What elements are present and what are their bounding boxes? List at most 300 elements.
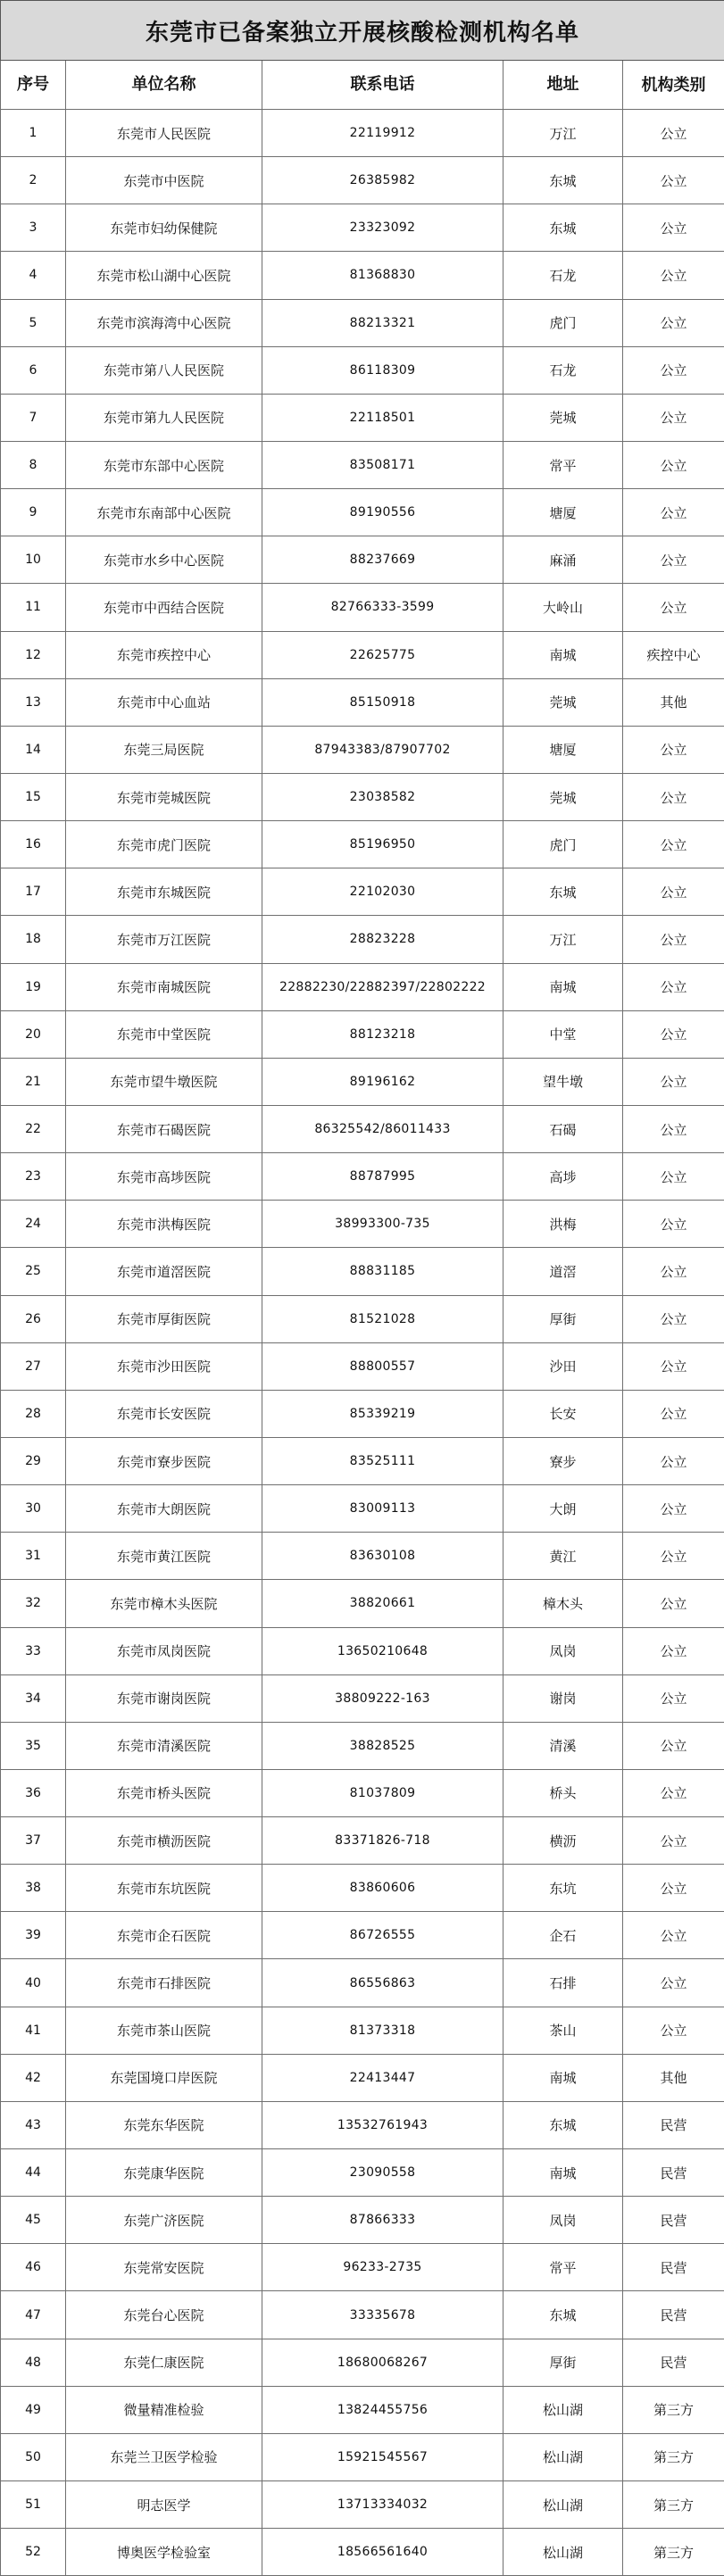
cell-address: 南城 (503, 631, 623, 678)
cell-address: 东城 (503, 2101, 623, 2148)
cell-phone: 23323092 (262, 204, 503, 252)
cell-phone: 15921545567 (262, 2433, 503, 2480)
cell-category: 公立 (623, 110, 724, 157)
cell-no: 39 (1, 1912, 66, 1959)
cell-address: 厚街 (503, 1295, 623, 1342)
cell-no: 27 (1, 1342, 66, 1390)
cell-no: 35 (1, 1722, 66, 1769)
cell-phone: 22413447 (262, 2054, 503, 2101)
cell-category: 第三方 (623, 2433, 724, 2480)
cell-no: 28 (1, 1390, 66, 1437)
cell-address: 寮步 (503, 1437, 623, 1484)
header-row (1, 61, 724, 110)
cell-phone: 18680068267 (262, 2339, 503, 2386)
cell-no: 30 (1, 1485, 66, 1533)
table-row (1, 1959, 724, 2007)
cell-name: 东莞市松山湖中心医院 (66, 252, 262, 299)
cell-phone: 87943383/87907702 (262, 726, 503, 773)
cell-no: 34 (1, 1674, 66, 1722)
cell-phone: 86118309 (262, 346, 503, 394)
cell-name: 东莞市企石医院 (66, 1912, 262, 1959)
cell-name: 东莞市中医院 (66, 157, 262, 204)
header-phone: 联系电话 (262, 61, 503, 110)
table-row (1, 773, 724, 820)
cell-phone: 96233-2735 (262, 2244, 503, 2291)
cell-phone: 82766333-3599 (262, 584, 503, 631)
cell-phone: 88787995 (262, 1153, 503, 1201)
cell-no: 29 (1, 1437, 66, 1484)
cell-phone: 81368830 (262, 252, 503, 299)
cell-address: 虎门 (503, 821, 623, 868)
cell-name: 东莞市虎门医院 (66, 821, 262, 868)
cell-name: 东莞市横沥医院 (66, 1817, 262, 1865)
cell-phone: 13650210648 (262, 1627, 503, 1674)
cell-no: 47 (1, 2291, 66, 2339)
table-row (1, 868, 724, 916)
header-category: 机构类别 (623, 61, 724, 110)
cell-phone: 83525111 (262, 1437, 503, 1484)
cell-no: 43 (1, 2101, 66, 2148)
cell-name: 东莞广济医院 (66, 2197, 262, 2244)
cell-phone: 13532761943 (262, 2101, 503, 2148)
cell-no: 36 (1, 1769, 66, 1816)
cell-no: 40 (1, 1959, 66, 2007)
table-row (1, 2481, 724, 2529)
table-row (1, 1342, 724, 1390)
cell-address: 麻涌 (503, 536, 623, 584)
cell-name: 东莞市寮步医院 (66, 1437, 262, 1484)
cell-category: 公立 (623, 299, 724, 346)
cell-category: 第三方 (623, 2386, 724, 2433)
cell-no: 48 (1, 2339, 66, 2386)
header-address: 地址 (503, 61, 623, 110)
cell-name: 东莞市茶山医院 (66, 2007, 262, 2054)
cell-name: 东莞市东部中心医院 (66, 441, 262, 488)
cell-address: 高埗 (503, 1153, 623, 1201)
cell-no: 20 (1, 1010, 66, 1058)
table-row (1, 1058, 724, 1105)
cell-address: 松山湖 (503, 2481, 623, 2529)
cell-category: 第三方 (623, 2529, 724, 2576)
cell-no: 16 (1, 821, 66, 868)
cell-phone: 22118501 (262, 394, 503, 441)
cell-name: 东莞市凤岗医院 (66, 1627, 262, 1674)
cell-no: 7 (1, 394, 66, 441)
cell-address: 东城 (503, 2291, 623, 2339)
cell-address: 望牛墩 (503, 1058, 623, 1105)
cell-category: 公立 (623, 1295, 724, 1342)
cell-no: 22 (1, 1105, 66, 1152)
cell-no: 24 (1, 1201, 66, 1248)
cell-category: 公立 (623, 536, 724, 584)
cell-category: 民营 (623, 2149, 724, 2197)
cell-no: 42 (1, 2054, 66, 2101)
cell-phone: 88123218 (262, 1010, 503, 1058)
cell-name: 东莞市桥头医院 (66, 1769, 262, 1816)
cell-category: 公立 (623, 1627, 724, 1674)
cell-no: 50 (1, 2433, 66, 2480)
cell-category: 公立 (623, 868, 724, 916)
cell-address: 松山湖 (503, 2529, 623, 2576)
cell-name: 东莞市莞城医院 (66, 773, 262, 820)
cell-phone: 88213321 (262, 299, 503, 346)
cell-phone: 83630108 (262, 1533, 503, 1580)
cell-no: 2 (1, 157, 66, 204)
cell-category: 公立 (623, 1485, 724, 1533)
cell-no: 51 (1, 2481, 66, 2529)
cell-name: 东莞仁康医院 (66, 2339, 262, 2386)
cell-name: 东莞市东南部中心医院 (66, 489, 262, 536)
cell-phone: 81373318 (262, 2007, 503, 2054)
table-row (1, 1865, 724, 1912)
cell-no: 52 (1, 2529, 66, 2576)
cell-address: 东城 (503, 157, 623, 204)
cell-phone: 22119912 (262, 110, 503, 157)
cell-no: 41 (1, 2007, 66, 2054)
cell-no: 6 (1, 346, 66, 394)
cell-category: 民营 (623, 2101, 724, 2148)
table-row (1, 726, 724, 773)
cell-address: 凤岗 (503, 1627, 623, 1674)
cell-address: 长安 (503, 1390, 623, 1437)
cell-category: 公立 (623, 1580, 724, 1627)
table-row (1, 252, 724, 299)
table-row (1, 1627, 724, 1674)
cell-address: 莞城 (503, 773, 623, 820)
cell-phone: 22882230/22882397/22802222 (262, 963, 503, 1010)
cell-category: 公立 (623, 1342, 724, 1390)
cell-phone: 85150918 (262, 678, 503, 726)
table-row (1, 441, 724, 488)
cell-category: 公立 (623, 441, 724, 488)
cell-phone: 89196162 (262, 1058, 503, 1105)
cell-address: 道滘 (503, 1248, 623, 1295)
cell-name: 东莞三局医院 (66, 726, 262, 773)
cell-no: 18 (1, 916, 66, 963)
cell-category: 其他 (623, 678, 724, 726)
table-row (1, 821, 724, 868)
cell-no: 45 (1, 2197, 66, 2244)
cell-no: 23 (1, 1153, 66, 1201)
cell-category: 公立 (623, 2007, 724, 2054)
cell-address: 南城 (503, 963, 623, 1010)
cell-category: 公立 (623, 1959, 724, 2007)
cell-name: 东莞市望牛墩医院 (66, 1058, 262, 1105)
cell-category: 公立 (623, 252, 724, 299)
table-row (1, 963, 724, 1010)
cell-name: 东莞市清溪医院 (66, 1722, 262, 1769)
header-no: 序号 (1, 61, 66, 110)
cell-no: 17 (1, 868, 66, 916)
table-row (1, 1201, 724, 1248)
cell-category: 公立 (623, 1865, 724, 1912)
table-row (1, 1105, 724, 1152)
cell-category: 公立 (623, 394, 724, 441)
table-row (1, 631, 724, 678)
table-row (1, 489, 724, 536)
table-row (1, 2386, 724, 2433)
table-row (1, 2007, 724, 2054)
cell-category: 公立 (623, 963, 724, 1010)
table-row (1, 2291, 724, 2339)
cell-name: 东莞市人民医院 (66, 110, 262, 157)
cell-category: 公立 (623, 157, 724, 204)
cell-address: 洪梅 (503, 1201, 623, 1248)
cell-name: 东莞市长安医院 (66, 1390, 262, 1437)
cell-phone: 13824455756 (262, 2386, 503, 2433)
cell-phone: 88800557 (262, 1342, 503, 1390)
cell-name: 东莞市妇幼保健院 (66, 204, 262, 252)
table-row (1, 157, 724, 204)
cell-address: 黄江 (503, 1533, 623, 1580)
cell-address: 横沥 (503, 1817, 623, 1865)
cell-no: 15 (1, 773, 66, 820)
cell-address: 东坑 (503, 1865, 623, 1912)
table-row (1, 536, 724, 584)
table-row (1, 204, 724, 252)
cell-category: 公立 (623, 489, 724, 536)
cell-category: 公立 (623, 346, 724, 394)
cell-phone: 38828525 (262, 1722, 503, 1769)
table-row (1, 346, 724, 394)
cell-category: 公立 (623, 1769, 724, 1816)
cell-phone: 81521028 (262, 1295, 503, 1342)
cell-name: 东莞国境口岸医院 (66, 2054, 262, 2101)
table-row (1, 2339, 724, 2386)
cell-no: 1 (1, 110, 66, 157)
cell-category: 公立 (623, 1817, 724, 1865)
cell-address: 虎门 (503, 299, 623, 346)
cell-address: 万江 (503, 110, 623, 157)
table-row (1, 394, 724, 441)
table-row (1, 1390, 724, 1437)
cell-no: 8 (1, 441, 66, 488)
cell-category: 公立 (623, 1153, 724, 1201)
cell-phone: 83508171 (262, 441, 503, 488)
cell-address: 大岭山 (503, 584, 623, 631)
cell-phone: 81037809 (262, 1769, 503, 1816)
cell-category: 公立 (623, 204, 724, 252)
cell-no: 3 (1, 204, 66, 252)
cell-phone: 86556863 (262, 1959, 503, 2007)
cell-name: 东莞市滨海湾中心医院 (66, 299, 262, 346)
cell-name: 东莞市石碣医院 (66, 1105, 262, 1152)
cell-no: 21 (1, 1058, 66, 1105)
cell-category: 公立 (623, 1010, 724, 1058)
cell-address: 松山湖 (503, 2386, 623, 2433)
table-row (1, 2529, 724, 2576)
cell-category: 公立 (623, 1201, 724, 1248)
cell-category: 公立 (623, 1722, 724, 1769)
cell-address: 桥头 (503, 1769, 623, 1816)
cell-address: 松山湖 (503, 2433, 623, 2480)
cell-name: 东莞常安医院 (66, 2244, 262, 2291)
table-row (1, 2149, 724, 2197)
cell-category: 公立 (623, 1248, 724, 1295)
cell-name: 东莞市第八人民医院 (66, 346, 262, 394)
cell-address: 樟木头 (503, 1580, 623, 1627)
table-row (1, 2433, 724, 2480)
cell-no: 38 (1, 1865, 66, 1912)
cell-category: 其他 (623, 2054, 724, 2101)
cell-phone: 22625775 (262, 631, 503, 678)
cell-address: 石碣 (503, 1105, 623, 1152)
cell-address: 石龙 (503, 346, 623, 394)
cell-no: 49 (1, 2386, 66, 2433)
cell-category: 公立 (623, 1912, 724, 1959)
cell-name: 东莞兰卫医学检验 (66, 2433, 262, 2480)
cell-no: 46 (1, 2244, 66, 2291)
cell-name: 东莞市东城医院 (66, 868, 262, 916)
table-row (1, 1533, 724, 1580)
cell-phone: 13713334032 (262, 2481, 503, 2529)
cell-address: 中堂 (503, 1010, 623, 1058)
cell-phone: 38820661 (262, 1580, 503, 1627)
cell-name: 微量精准检验 (66, 2386, 262, 2433)
table-row (1, 110, 724, 157)
cell-name: 东莞台心医院 (66, 2291, 262, 2339)
cell-name: 东莞市洪梅医院 (66, 1201, 262, 1248)
cell-phone: 86325542/86011433 (262, 1105, 503, 1152)
cell-category: 公立 (623, 1105, 724, 1152)
table-body (1, 110, 724, 2576)
cell-category: 公立 (623, 1533, 724, 1580)
header-name: 单位名称 (66, 61, 262, 110)
cell-address: 常平 (503, 441, 623, 488)
cell-address: 企石 (503, 1912, 623, 1959)
table-row (1, 1817, 724, 1865)
cell-address: 凤岗 (503, 2197, 623, 2244)
cell-address: 莞城 (503, 394, 623, 441)
cell-name: 东莞市东坑医院 (66, 1865, 262, 1912)
table-row (1, 1722, 724, 1769)
table-row (1, 2054, 724, 2101)
cell-address: 石排 (503, 1959, 623, 2007)
table-row (1, 1248, 724, 1295)
cell-name: 东莞市樟木头医院 (66, 1580, 262, 1627)
cell-phone: 83371826-718 (262, 1817, 503, 1865)
cell-name: 东莞市厚街医院 (66, 1295, 262, 1342)
cell-category: 疾控中心 (623, 631, 724, 678)
table-row (1, 1485, 724, 1533)
cell-category: 公立 (623, 726, 724, 773)
cell-address: 南城 (503, 2054, 623, 2101)
cell-address: 东城 (503, 868, 623, 916)
cell-address: 塘厦 (503, 726, 623, 773)
cell-address: 塘厦 (503, 489, 623, 536)
cell-category: 公立 (623, 1674, 724, 1722)
cell-address: 东城 (503, 204, 623, 252)
table-row (1, 584, 724, 631)
cell-name: 东莞市疾控中心 (66, 631, 262, 678)
cell-phone: 88237669 (262, 536, 503, 584)
cell-category: 公立 (623, 1390, 724, 1437)
cell-phone: 85196950 (262, 821, 503, 868)
cell-name: 东莞市大朗医院 (66, 1485, 262, 1533)
cell-category: 第三方 (623, 2481, 724, 2529)
cell-phone: 87866333 (262, 2197, 503, 2244)
cell-name: 东莞市第九人民医院 (66, 394, 262, 441)
cell-name: 东莞市黄江医院 (66, 1533, 262, 1580)
cell-no: 32 (1, 1580, 66, 1627)
cell-no: 11 (1, 584, 66, 631)
cell-no: 10 (1, 536, 66, 584)
cell-no: 14 (1, 726, 66, 773)
table-row (1, 2197, 724, 2244)
cell-no: 37 (1, 1817, 66, 1865)
cell-name: 东莞市高埗医院 (66, 1153, 262, 1201)
cell-phone: 28823228 (262, 916, 503, 963)
table-row (1, 1437, 724, 1484)
cell-category: 公立 (623, 821, 724, 868)
table-row (1, 1769, 724, 1816)
cell-name: 东莞市中心血站 (66, 678, 262, 726)
cell-phone: 38809222-163 (262, 1674, 503, 1722)
cell-no: 5 (1, 299, 66, 346)
cell-no: 12 (1, 631, 66, 678)
cell-address: 莞城 (503, 678, 623, 726)
cell-phone: 85339219 (262, 1390, 503, 1437)
table-row (1, 2244, 724, 2291)
cell-phone: 83860606 (262, 1865, 503, 1912)
cell-category: 公立 (623, 1058, 724, 1105)
cell-address: 大朗 (503, 1485, 623, 1533)
cell-name: 东莞东华医院 (66, 2101, 262, 2148)
cell-category: 公立 (623, 916, 724, 963)
cell-name: 东莞市石排医院 (66, 1959, 262, 2007)
cell-no: 9 (1, 489, 66, 536)
table-row (1, 1153, 724, 1201)
cell-phone: 88831185 (262, 1248, 503, 1295)
cell-name: 东莞市谢岗医院 (66, 1674, 262, 1722)
cell-name: 东莞康华医院 (66, 2149, 262, 2197)
cell-no: 19 (1, 963, 66, 1010)
cell-no: 33 (1, 1627, 66, 1674)
page-title: 东莞市已备案独立开展核酸检测机构名单 (1, 1, 724, 61)
cell-address: 石龙 (503, 252, 623, 299)
table-row (1, 299, 724, 346)
cell-category: 民营 (623, 2244, 724, 2291)
cell-phone: 18566561640 (262, 2529, 503, 2576)
cell-no: 4 (1, 252, 66, 299)
cell-no: 44 (1, 2149, 66, 2197)
cell-address: 常平 (503, 2244, 623, 2291)
cell-category: 民营 (623, 2339, 724, 2386)
cell-name: 东莞市道滘医院 (66, 1248, 262, 1295)
cell-address: 茶山 (503, 2007, 623, 2054)
cell-no: 25 (1, 1248, 66, 1295)
table-row (1, 1674, 724, 1722)
cell-phone: 33335678 (262, 2291, 503, 2339)
cell-phone: 26385982 (262, 157, 503, 204)
cell-category: 公立 (623, 1437, 724, 1484)
cell-no: 13 (1, 678, 66, 726)
cell-category: 民营 (623, 2197, 724, 2244)
cell-phone: 23038582 (262, 773, 503, 820)
table-row (1, 1580, 724, 1627)
cell-phone: 89190556 (262, 489, 503, 536)
table-row (1, 1912, 724, 1959)
cell-phone: 38993300-735 (262, 1201, 503, 1248)
cell-category: 公立 (623, 773, 724, 820)
cell-address: 万江 (503, 916, 623, 963)
cell-name: 东莞市万江医院 (66, 916, 262, 963)
cell-no: 31 (1, 1533, 66, 1580)
cell-name: 东莞市中堂医院 (66, 1010, 262, 1058)
cell-phone: 86726555 (262, 1912, 503, 1959)
cell-category: 公立 (623, 584, 724, 631)
cell-address: 南城 (503, 2149, 623, 2197)
